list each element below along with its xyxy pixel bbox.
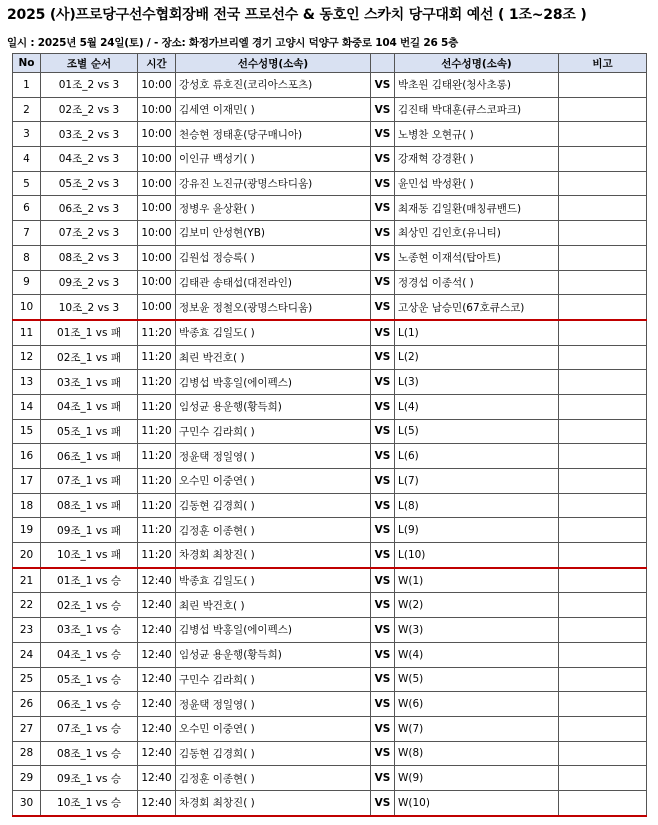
cell-no: 16 [13,444,41,469]
cell-player-a: 김동현 김경희( ) [176,493,371,518]
cell-vs: VS [371,147,395,172]
cell-time: 11:20 [138,345,176,370]
table-row [13,518,647,543]
cell-vs: VS [371,568,395,593]
cell-time: 12:40 [138,593,176,618]
page-title: 2025 (사)프로당구선수협회장배 전국 프로선수 & 동호인 스카치 당구대회 예선 ( 1조~28조 ) [7,7,587,23]
table-row [13,568,647,593]
table-row [13,692,647,717]
table-row [13,345,647,370]
cell-group-order: 09조_2 vs 3 [41,270,138,295]
cell-no: 27 [13,716,41,741]
cell-time: 12:40 [138,692,176,717]
cell-time: 11:20 [138,469,176,494]
cell-time: 12:40 [138,618,176,643]
table-row [13,320,647,345]
cell-no: 4 [13,147,41,172]
cell-group-order: 02조_2 vs 3 [41,97,138,122]
cell-player-a: 오수민 이중연( ) [176,469,371,494]
cell-time: 12:40 [138,766,176,791]
cell-vs: VS [371,394,395,419]
cell-vs: VS [371,171,395,196]
cell-player-b: L(4) [395,394,559,419]
cell-time: 10:00 [138,295,176,320]
cell-no: 19 [13,518,41,543]
cell-note [559,320,647,345]
cell-player-b: L(5) [395,419,559,444]
cell-time: 12:40 [138,642,176,667]
cell-group-order: 06조_1 vs 승 [41,692,138,717]
cell-vs: VS [371,518,395,543]
cell-note [559,270,647,295]
cell-group-order: 02조_1 vs 승 [41,593,138,618]
cell-note [559,667,647,692]
cell-player-a: 강성호 류호진(코리아스포츠) [176,73,371,98]
cell-time: 10:00 [138,97,176,122]
cell-time: 12:40 [138,716,176,741]
cell-vs: VS [371,642,395,667]
cell-no: 1 [13,73,41,98]
cell-player-a: 차경회 최창진( ) [176,543,371,568]
table-row [13,766,647,791]
cell-player-b: W(2) [395,593,559,618]
header-player-a: 선수성명(소속) [176,54,371,73]
cell-no: 18 [13,493,41,518]
cell-time: 11:20 [138,419,176,444]
cell-time: 12:40 [138,790,176,815]
cell-no: 5 [13,171,41,196]
cell-player-a: 차경회 최창진( ) [176,790,371,815]
cell-no: 22 [13,593,41,618]
cell-player-a: 김태관 송태섭(대전라인) [176,270,371,295]
cell-no: 8 [13,245,41,270]
cell-player-b: 최상민 김인호(유니티) [395,221,559,246]
cell-time: 10:00 [138,196,176,221]
cell-group-order: 04조_1 vs 패 [41,394,138,419]
cell-no: 30 [13,790,41,815]
cell-no: 24 [13,642,41,667]
cell-group-order: 07조_2 vs 3 [41,221,138,246]
cell-no: 17 [13,469,41,494]
table-row [13,370,647,395]
cell-player-a: 임성균 용운행(황득희) [176,394,371,419]
table-row [13,469,647,494]
cell-no: 15 [13,419,41,444]
cell-player-a: 이인규 백성기( ) [176,147,371,172]
cell-group-order: 08조_1 vs 승 [41,741,138,766]
cell-vs: VS [371,667,395,692]
table-row [13,444,647,469]
cell-time: 11:20 [138,444,176,469]
cell-no: 3 [13,122,41,147]
cell-vs: VS [371,692,395,717]
cell-vs: VS [371,716,395,741]
table-row [13,493,647,518]
cell-player-b: W(8) [395,741,559,766]
cell-no: 26 [13,692,41,717]
cell-player-b: L(2) [395,345,559,370]
cell-vs: VS [371,196,395,221]
cell-note [559,518,647,543]
table-row [13,122,647,147]
cell-group-order: 08조_2 vs 3 [41,245,138,270]
header-vs [371,54,395,73]
cell-player-b: W(10) [395,790,559,815]
table-row [13,171,647,196]
cell-group-order: 09조_1 vs 패 [41,518,138,543]
cell-player-a: 정병우 윤상환( ) [176,196,371,221]
cell-vs: VS [371,345,395,370]
cell-player-b: 김진태 박대훈(큐스코파크) [395,97,559,122]
cell-no: 21 [13,568,41,593]
cell-note [559,692,647,717]
cell-note [559,73,647,98]
cell-player-b: W(6) [395,692,559,717]
cell-vs: VS [371,790,395,815]
cell-note [559,469,647,494]
cell-player-a: 김보미 안성현(YB) [176,221,371,246]
cell-player-a: 김원섭 정승록( ) [176,245,371,270]
table-row [13,73,647,98]
cell-time: 10:00 [138,245,176,270]
cell-time: 10:00 [138,73,176,98]
cell-note [559,419,647,444]
cell-player-a: 정윤택 정일영( ) [176,692,371,717]
cell-player-b: 강재혁 강경환( ) [395,147,559,172]
cell-vs: VS [371,97,395,122]
cell-player-a: 박종효 김일도( ) [176,568,371,593]
cell-note [559,493,647,518]
cell-vs: VS [371,221,395,246]
table-row [13,295,647,320]
cell-time: 11:20 [138,320,176,345]
cell-vs: VS [371,419,395,444]
cell-vs: VS [371,543,395,568]
cell-time: 11:20 [138,518,176,543]
cell-note [559,444,647,469]
cell-player-b: W(3) [395,618,559,643]
cell-group-order: 03조_1 vs 승 [41,618,138,643]
cell-note [559,593,647,618]
cell-note [559,196,647,221]
table-row [13,394,647,419]
table-row [13,270,647,295]
cell-vs: VS [371,741,395,766]
cell-note [559,97,647,122]
cell-player-b: L(6) [395,444,559,469]
cell-note [559,221,647,246]
cell-player-b: L(7) [395,469,559,494]
cell-group-order: 08조_1 vs 패 [41,493,138,518]
cell-no: 25 [13,667,41,692]
cell-player-b: L(10) [395,543,559,568]
cell-time: 11:20 [138,370,176,395]
cell-player-b: W(5) [395,667,559,692]
cell-player-a: 박종효 김일도( ) [176,320,371,345]
cell-no: 2 [13,97,41,122]
cell-time: 11:20 [138,493,176,518]
cell-note [559,766,647,791]
cell-note [559,345,647,370]
cell-vs: VS [371,320,395,345]
cell-player-b: L(3) [395,370,559,395]
cell-vs: VS [371,370,395,395]
cell-player-a: 정보윤 정철오(광명스타디움) [176,295,371,320]
cell-group-order: 04조_2 vs 3 [41,147,138,172]
cell-no: 14 [13,394,41,419]
header-group-order: 조별 순서 [41,54,138,73]
cell-player-a: 강유진 노진규(광명스타디움) [176,171,371,196]
table-row [13,716,647,741]
table-header-row [13,54,647,73]
cell-group-order: 06조_1 vs 패 [41,444,138,469]
cell-group-order: 09조_1 vs 승 [41,766,138,791]
cell-time: 10:00 [138,171,176,196]
cell-player-a: 구민수 김라희( ) [176,667,371,692]
cell-player-a: 임성균 용운행(황득희) [176,642,371,667]
cell-player-a: 천승현 정태훈(당구매니아) [176,122,371,147]
cell-player-b: W(9) [395,766,559,791]
cell-group-order: 05조_2 vs 3 [41,171,138,196]
cell-player-a: 김세연 이재민( ) [176,97,371,122]
header-player-b: 선수성명(소속) [395,54,559,73]
table-row [13,741,647,766]
cell-group-order: 10조_1 vs 패 [41,543,138,568]
cell-vs: VS [371,245,395,270]
header-time: 시간 [138,54,176,73]
cell-no: 13 [13,370,41,395]
cell-player-a: 최린 박건호( ) [176,593,371,618]
cell-note [559,295,647,320]
cell-player-b: L(9) [395,518,559,543]
cell-vs: VS [371,618,395,643]
cell-player-b: L(1) [395,320,559,345]
cell-no: 23 [13,618,41,643]
cell-note [559,716,647,741]
cell-player-b: 박초원 김태완(청사초롱) [395,73,559,98]
cell-note [559,245,647,270]
cell-time: 12:40 [138,741,176,766]
cell-player-a: 김동현 김경희( ) [176,741,371,766]
header-note: 비고 [559,54,647,73]
cell-player-b: 윤민섭 박성환( ) [395,171,559,196]
table-row [13,221,647,246]
cell-time: 11:20 [138,394,176,419]
cell-group-order: 07조_1 vs 승 [41,716,138,741]
cell-note [559,642,647,667]
cell-player-a: 최린 박건호( ) [176,345,371,370]
cell-vs: VS [371,469,395,494]
cell-player-b: W(1) [395,568,559,593]
cell-note [559,790,647,815]
cell-player-b: L(8) [395,493,559,518]
cell-player-a: 김병섭 박홍일(에이펙스) [176,370,371,395]
table-row [13,419,647,444]
cell-player-a: 구민수 김라희( ) [176,419,371,444]
cell-group-order: 01조_2 vs 3 [41,73,138,98]
cell-no: 20 [13,543,41,568]
cell-player-b: W(4) [395,642,559,667]
cell-note [559,568,647,593]
cell-vs: VS [371,593,395,618]
cell-player-b: 고상운 남승민(67호큐스코) [395,295,559,320]
cell-player-b: W(7) [395,716,559,741]
cell-vs: VS [371,73,395,98]
cell-player-a: 김정훈 이종현( ) [176,518,371,543]
cell-player-b: 노종현 이재석(탑아트) [395,245,559,270]
cell-time: 10:00 [138,147,176,172]
event-info: 일시 : 2025년 5월 24일(토) / - 장소: 화정가브리엘 경기 고양시 덕양구 화중로 104 번길 26 5층 [7,37,459,49]
table-row [13,97,647,122]
table-row [13,790,647,815]
cell-vs: VS [371,270,395,295]
cell-no: 11 [13,320,41,345]
cell-player-b: 노병찬 오현규( ) [395,122,559,147]
match-schedule-table [12,53,647,817]
cell-no: 12 [13,345,41,370]
table-row [13,618,647,643]
cell-vs: VS [371,122,395,147]
header-no: No [13,54,41,73]
cell-no: 10 [13,295,41,320]
cell-group-order: 05조_1 vs 승 [41,667,138,692]
cell-no: 29 [13,766,41,791]
cell-time: 10:00 [138,122,176,147]
cell-group-order: 06조_2 vs 3 [41,196,138,221]
cell-group-order: 10조_2 vs 3 [41,295,138,320]
cell-no: 7 [13,221,41,246]
cell-group-order: 05조_1 vs 패 [41,419,138,444]
table-row [13,667,647,692]
table-row [13,642,647,667]
cell-time: 10:00 [138,221,176,246]
cell-note [559,147,647,172]
cell-player-b: 최재동 김일환(매칭큐밴드) [395,196,559,221]
cell-note [559,618,647,643]
cell-group-order: 03조_2 vs 3 [41,122,138,147]
cell-no: 6 [13,196,41,221]
cell-time: 12:40 [138,568,176,593]
cell-note [559,370,647,395]
table-row [13,147,647,172]
table-row [13,245,647,270]
cell-note [559,122,647,147]
cell-group-order: 10조_1 vs 승 [41,790,138,815]
cell-note [559,394,647,419]
cell-player-a: 오수민 이중연( ) [176,716,371,741]
table-row [13,593,647,618]
cell-group-order: 02조_1 vs 패 [41,345,138,370]
cell-group-order: 01조_1 vs 패 [41,320,138,345]
cell-group-order: 04조_1 vs 승 [41,642,138,667]
cell-no: 28 [13,741,41,766]
cell-note [559,741,647,766]
table-row [13,543,647,568]
cell-player-a: 김병섭 박홍일(에이펙스) [176,618,371,643]
cell-group-order: 01조_1 vs 승 [41,568,138,593]
cell-player-b: 정경섭 이종석( ) [395,270,559,295]
cell-no: 9 [13,270,41,295]
cell-note [559,171,647,196]
cell-note [559,543,647,568]
cell-vs: VS [371,295,395,320]
cell-vs: VS [371,444,395,469]
cell-player-a: 정윤택 정일영( ) [176,444,371,469]
cell-time: 12:40 [138,667,176,692]
table-row [13,196,647,221]
cell-vs: VS [371,493,395,518]
cell-player-a: 김정훈 이종현( ) [176,766,371,791]
cell-group-order: 07조_1 vs 패 [41,469,138,494]
cell-group-order: 03조_1 vs 패 [41,370,138,395]
cell-time: 10:00 [138,270,176,295]
cell-vs: VS [371,766,395,791]
cell-time: 11:20 [138,543,176,568]
